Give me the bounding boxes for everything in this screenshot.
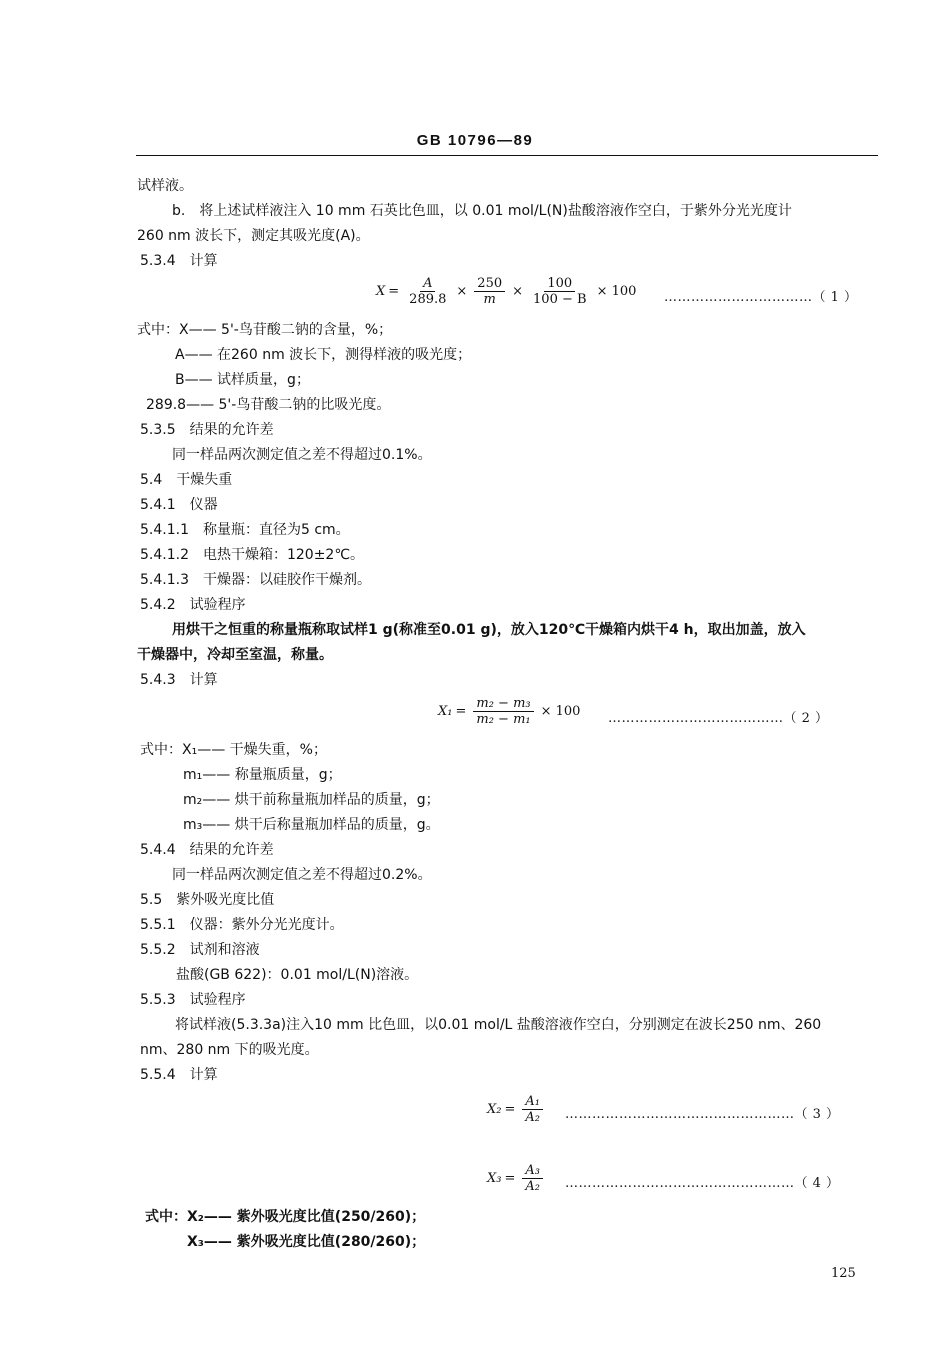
formula-1-times-2: ×: [512, 284, 524, 299]
section-5-5-3: 5.5.3 试验程序: [140, 992, 246, 1008]
section-5-4-1: 5.4.1 仪器: [140, 497, 218, 513]
formula-3-lhs: X₂: [487, 1102, 502, 1117]
formula-2-tail: × 100: [540, 704, 581, 719]
formula-2-num: m₂ − m₃: [473, 696, 533, 712]
text-line-5: A—— 在260 nm 波长下，测得样液的吸光度；: [175, 347, 472, 363]
formula-1-tail: × 100: [596, 284, 637, 299]
section-5-3-5: 5.3.5 结果的允许差: [140, 422, 274, 438]
text-line-7: 289.8—— 5'-鸟苷酸二钠的比吸光度。: [146, 397, 391, 413]
formula-1-frac-c: [530, 276, 590, 307]
section-5-4: 5.4 干燥失重: [140, 472, 233, 488]
formula-4-den: A₂: [525, 1179, 540, 1194]
section-5-4-4: 5.4.4 结果的允许差: [140, 842, 274, 858]
formula-1-times-1: ×: [456, 284, 468, 299]
section-5-4-1-1: 5.4.1.1 称量瓶：直径为5 cm。: [140, 522, 350, 538]
formula-1-num2: 250: [474, 276, 505, 292]
formula-4: [487, 1163, 547, 1194]
formula-1-num1: A: [420, 276, 435, 292]
text-line-0: 试样液。: [137, 178, 193, 194]
section-5-5: 5.5 紫外吸光度比值: [140, 892, 275, 908]
formula-1-den3: 100 − B: [533, 292, 587, 307]
text-line-20: m₁—— 称量瓶质量，g；: [183, 767, 342, 783]
text-line-9: 同一样品两次测定值之差不得超过0.1%。: [172, 447, 432, 463]
formula-2: [438, 696, 583, 727]
equation-number-3: ……………………………………………（ 3 ）: [565, 1107, 840, 1122]
formula-1-den1: 289.8: [409, 292, 447, 307]
formula-1-num3: 100: [544, 276, 575, 292]
section-5-3-4: 5.3.4 计算: [140, 253, 218, 269]
section-5-5-4: 5.5.4 计算: [140, 1067, 218, 1083]
text-line-24: 同一样品两次测定值之差不得超过0.2%。: [172, 867, 432, 883]
section-5-4-1-3: 5.4.1.3 干燥器：以硅胶作干燥剂。: [140, 572, 371, 588]
text-line-17: 干燥器中，冷却至室温，称量。: [137, 647, 333, 663]
formula-4-lhs: X₃: [487, 1171, 502, 1186]
equation-number-1: ……………………………（ 1 ）: [664, 290, 858, 305]
section-5-5-2: 5.5.2 试剂和溶液: [140, 942, 260, 958]
formula-2-frac: [473, 696, 533, 727]
formula-1-frac-b: [474, 276, 505, 307]
text-line-31: nm、280 nm 下的吸光度。: [140, 1042, 319, 1058]
formula-3-eq: =: [504, 1102, 516, 1117]
formula-2-den: m₂ − m₁: [476, 712, 531, 727]
text-line-28: 盐酸(GB 622)：0.01 mol/L(N)溶液。: [176, 967, 419, 983]
text-line-1: b. 将上述试样液注入 10 mm 石英比色皿，以 0.01 mol/L(N)盐酸溶液作空白，于紫外分光光度计: [172, 203, 792, 219]
text-line-22: m₃—— 烘干后称量瓶加样品的质量，g。: [183, 817, 440, 833]
page-number: 125: [831, 1266, 856, 1281]
section-5-4-2: 5.4.2 试验程序: [140, 597, 246, 613]
text-line-4: 式中：X—— 5'-鸟苷酸二钠的含量，%；: [137, 322, 393, 338]
header-rule: [136, 155, 878, 156]
formula-3-den: A₂: [525, 1110, 540, 1125]
equation-number-2: …………………………………（ 2 ）: [608, 711, 829, 726]
formula-1-den2: m: [483, 292, 496, 307]
formula-2-eq: =: [455, 704, 467, 719]
section-5-4-3: 5.4.3 计算: [140, 672, 218, 688]
text-line-33: 式中：X₂—— 紫外吸光度比值(250/260)；: [145, 1209, 426, 1225]
formula-3-frac: [522, 1094, 543, 1125]
text-line-19: 式中：X₁—— 干燥失重，%；: [140, 742, 327, 758]
standard-header: GB 10796—89: [416, 132, 534, 149]
formula-1-eq: =: [388, 284, 400, 299]
text-line-21: m₂—— 烘干前称量瓶加样品的质量，g；: [183, 792, 440, 808]
formula-1-lhs: X: [376, 284, 386, 299]
formula-2-lhs: X₁: [438, 704, 453, 719]
formula-3: [487, 1094, 547, 1125]
text-line-34: X₃—— 紫外吸光度比值(280/260)；: [187, 1234, 426, 1250]
formula-1: [376, 276, 639, 307]
formula-3-num: A₁: [522, 1094, 543, 1110]
section-5-4-1-2: 5.4.1.2 电热干燥箱：120±2℃。: [140, 547, 365, 563]
text-line-30: 将试样液(5.3.3a)注入10 mm 比色皿，以0.01 mol/L 盐酸溶液作空白，分别测定在波长250 nm、260: [175, 1017, 822, 1033]
text-line-2: 260 nm 波长下，测定其吸光度(A)。: [137, 228, 370, 244]
section-5-5-1: 5.5.1 仪器：紫外分光光度计。: [140, 917, 344, 933]
formula-1-frac-a: [406, 276, 449, 307]
text-line-6: B—— 试样质量，g；: [175, 372, 310, 388]
equation-number-4: ……………………………………………（ 4 ）: [565, 1176, 840, 1191]
formula-4-eq: =: [504, 1171, 516, 1186]
formula-4-frac: [522, 1163, 543, 1194]
formula-4-num: A₃: [522, 1163, 543, 1179]
text-line-16: 用烘干之恒重的称量瓶称取试样1 g(称准至0.01 g)，放入120℃干燥箱内烘干4 h，取出加盖，放入: [172, 622, 806, 638]
